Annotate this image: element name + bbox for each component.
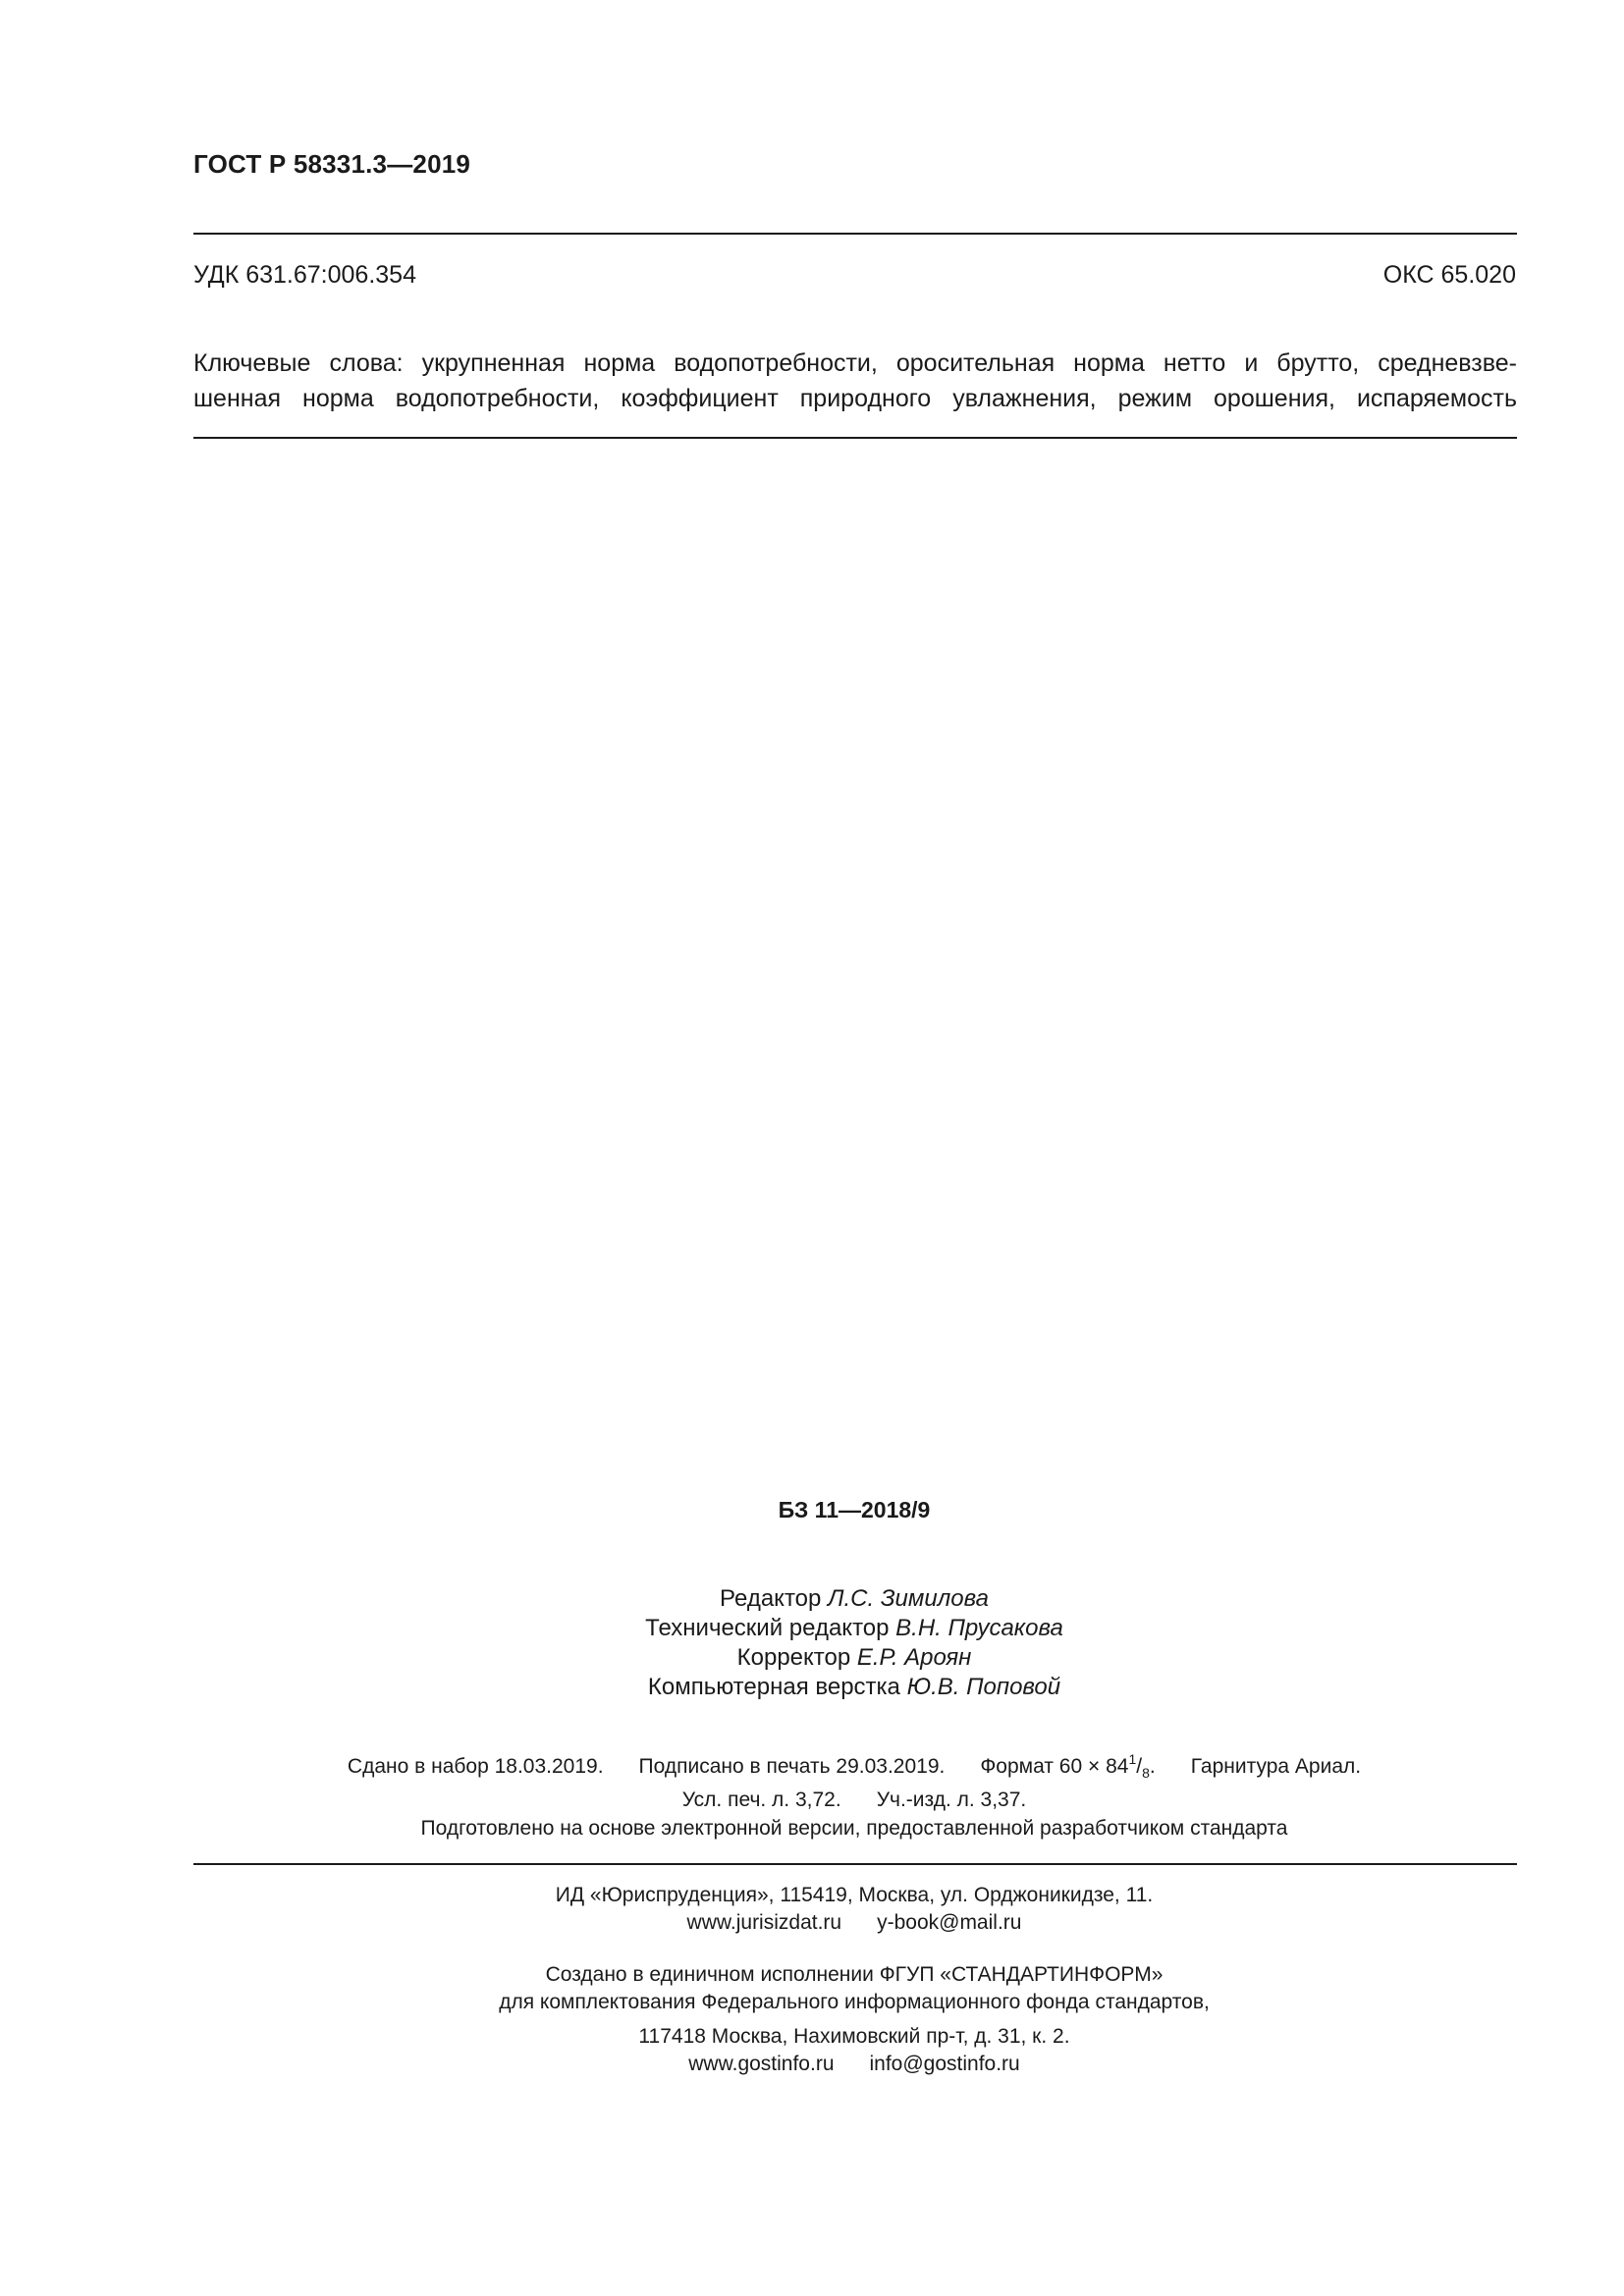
credits-block xyxy=(0,1584,1624,1702)
oks-code: ОКС 65.020 xyxy=(1382,261,1516,289)
publ-sheets: Уч.-изд. л. 3,37. xyxy=(876,1789,1027,1811)
editor-role: Редактор xyxy=(720,1585,822,1612)
tech-editor-name: В.Н. Прусакова xyxy=(895,1615,1063,1641)
keywords-block xyxy=(193,346,1517,416)
print-sheets: Усл. печ. л. 3,72. xyxy=(681,1789,841,1811)
imprint-block xyxy=(0,1745,1624,1814)
keywords-line-2: шенная норма водопотребности, коэффициент природного увлажнения, режим орошения, испаряемость xyxy=(193,385,1517,412)
imprint-line-1 xyxy=(0,1745,1624,1787)
bz-number: БЗ 11—2018/9 xyxy=(778,1497,931,1522)
submitted-date: Сдано в набор 18.03.2019. xyxy=(347,1755,604,1778)
created-line-2: для комплектования Федерального информационного фонда стандартов, xyxy=(499,1991,1210,2013)
publisher-block xyxy=(0,1882,1624,1937)
layout-name: Ю.В. Поповой xyxy=(906,1674,1061,1700)
document-code: ГОСТ Р 58331.3—2019 xyxy=(193,149,471,179)
created-block xyxy=(0,1961,1624,2078)
credit-tech-editor xyxy=(0,1614,1624,1643)
corrector-name: Е.Р. Ароян xyxy=(856,1644,972,1671)
publisher-website[interactable]: www.jurisizdat.ru xyxy=(686,1911,842,1934)
publisher-contacts xyxy=(0,1909,1624,1937)
top-divider xyxy=(193,233,1517,235)
keywords-line-1: Ключевые слова: укрупненная норма водопотребности, оросительная норма нетто и брутто, средневзве- xyxy=(193,349,1517,377)
credit-layout xyxy=(0,1673,1624,1702)
keywords-divider xyxy=(193,437,1517,439)
udk-code: УДК 631.67:006.354 xyxy=(193,261,416,289)
credit-editor xyxy=(0,1584,1624,1614)
tech-editor-role: Технический редактор xyxy=(645,1615,890,1641)
publisher-email[interactable]: y-book@mail.ru xyxy=(877,1911,1022,1934)
created-contacts xyxy=(0,2051,1624,2078)
corrector-role: Корректор xyxy=(736,1644,851,1671)
signed-date: Подписано в печать 29.03.2019. xyxy=(638,1755,946,1778)
editor-name: Л.С. Зимилова xyxy=(828,1585,989,1612)
paper-format: Формат $60 \times 84^1/_8$. xyxy=(980,1751,1156,1781)
credit-corrector xyxy=(0,1643,1624,1673)
created-address: 117418 Москва, Нахимовский пр-т, д. 31, к. 2. xyxy=(638,2025,1070,2048)
publisher-address: ИД «Юриспруденция», 115419, Москва, ул. Орджоникидзе, 11. xyxy=(555,1884,1154,1906)
prepared-note: Подготовлено на основе электронной версии, предоставленной разработчиком стандарта xyxy=(420,1817,1288,1840)
publisher-divider xyxy=(193,1863,1517,1865)
created-line-1: Создано в единичном исполнении ФГУП «СТАНДАРТИНФОРМ» xyxy=(545,1963,1164,1986)
typeface: Гарнитура Ариал. xyxy=(1190,1755,1362,1778)
layout-role: Компьютерная верстка xyxy=(647,1674,900,1700)
imprint-line-2 xyxy=(0,1787,1624,1814)
created-website[interactable]: www.gostinfo.ru xyxy=(688,2053,835,2075)
created-email[interactable]: info@gostinfo.ru xyxy=(869,2053,1020,2075)
